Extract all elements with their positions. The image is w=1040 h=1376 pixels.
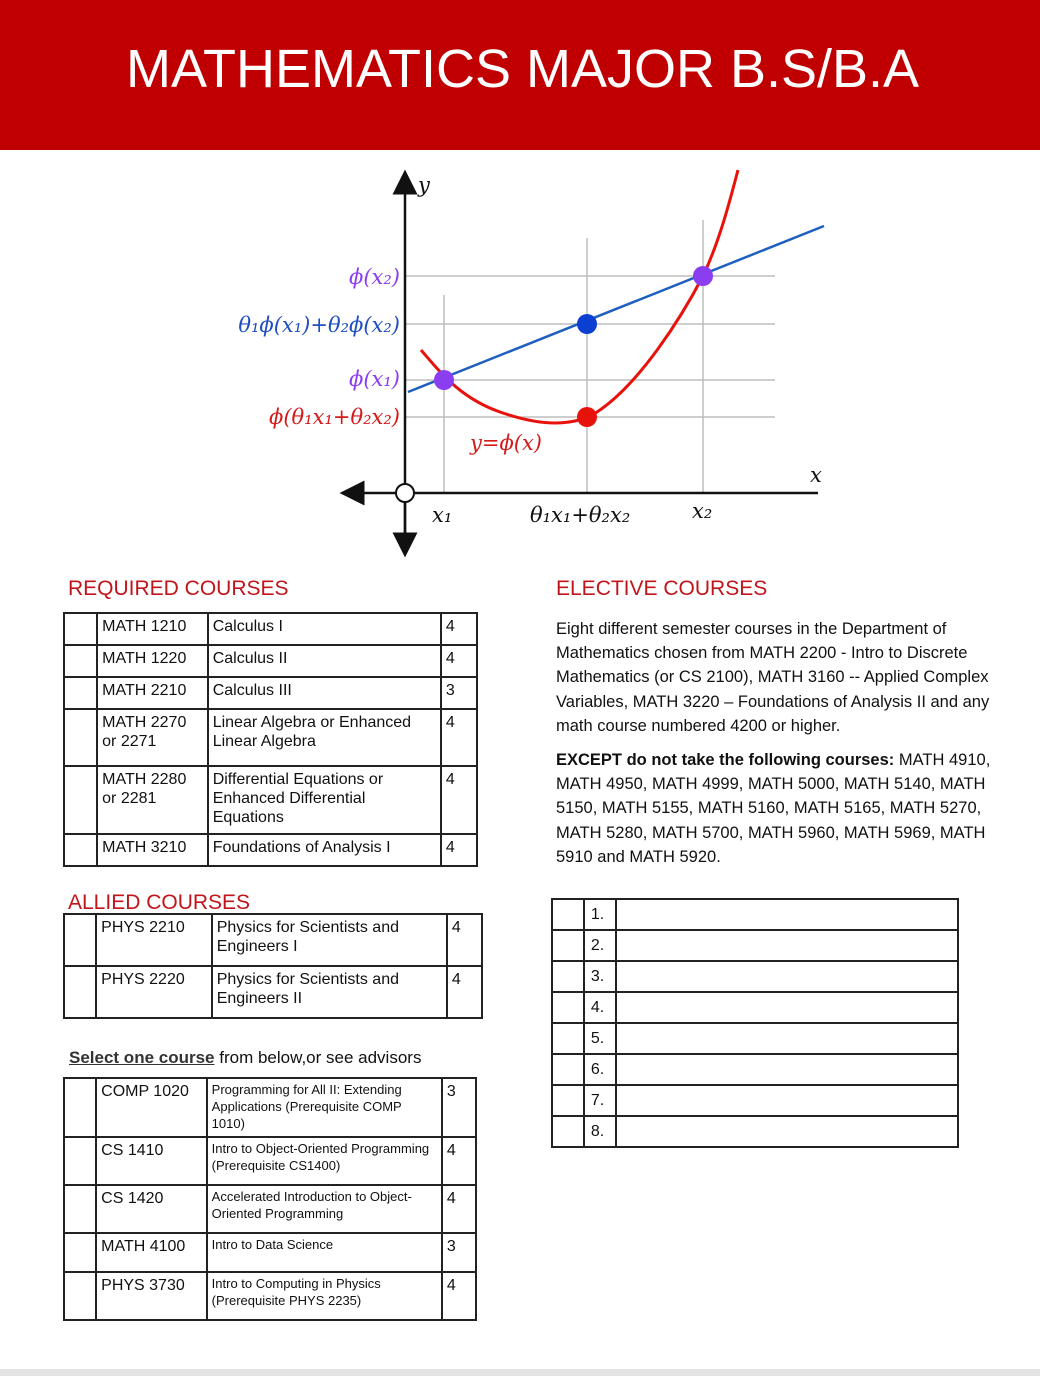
course-credits: 4 [447, 966, 482, 1018]
point-curve-mid [577, 407, 597, 427]
course-code: COMP 1020 [96, 1078, 207, 1137]
course-code: PHYS 3730 [96, 1272, 207, 1320]
course-checkbox[interactable] [64, 1137, 96, 1185]
course-credits: 3 [442, 1078, 476, 1137]
grid-lines [405, 220, 775, 493]
course-row [64, 766, 477, 834]
page-title: MATHEMATICS MAJOR B.S/B.A [126, 39, 920, 99]
origin-point [396, 484, 414, 502]
course-checkbox[interactable] [64, 834, 97, 866]
course-checkbox[interactable] [64, 766, 97, 834]
elective-slot-row [552, 1023, 958, 1054]
course-row [64, 1233, 476, 1272]
course-code: MATH 1220 [97, 645, 208, 677]
course-credits: 4 [441, 834, 477, 866]
course-code: MATH 1210 [97, 613, 208, 645]
slot-number: 2. [584, 930, 616, 961]
course-row [64, 966, 482, 1018]
slot-entry-field[interactable] [616, 930, 958, 961]
course-code: MATH 2210 [97, 677, 208, 709]
course-name: Intro to Object-Oriented Programming (Prerequisite CS1400) [207, 1137, 442, 1185]
elective-slot-row [552, 930, 958, 961]
header-banner [0, 0, 1040, 150]
slot-entry-field[interactable] [616, 1023, 958, 1054]
allied-courses-title: ALLIED COURSES [68, 891, 251, 914]
course-row [64, 709, 477, 766]
slot-checkbox[interactable] [552, 899, 584, 930]
slot-number: 1. [584, 899, 616, 930]
axis-x-label: x [810, 463, 822, 487]
course-checkbox[interactable] [64, 1185, 96, 1233]
course-code: MATH 2280 or 2281 [97, 766, 208, 834]
course-row [64, 645, 477, 677]
course-row [64, 677, 477, 709]
slot-entry-field[interactable] [616, 899, 958, 930]
course-code: PHYS 2220 [96, 966, 212, 1018]
course-credits: 3 [441, 677, 477, 709]
course-row [64, 914, 482, 966]
course-name: Accelerated Introduction to Object-Oriented Programming [207, 1185, 442, 1233]
course-code: MATH 2270 or 2271 [97, 709, 208, 766]
course-credits: 4 [441, 766, 477, 834]
course-code: CS 1420 [96, 1185, 207, 1233]
course-code: CS 1410 [96, 1137, 207, 1185]
course-row [64, 613, 477, 645]
slot-checkbox[interactable] [552, 961, 584, 992]
course-name: Physics for Scientists and Engineers II [212, 966, 447, 1018]
course-name: Calculus I [208, 613, 441, 645]
slot-entry-field[interactable] [616, 1085, 958, 1116]
convexity-graph [200, 160, 840, 560]
slot-checkbox[interactable] [552, 1085, 584, 1116]
course-name: Physics for Scientists and Engineers I [212, 914, 447, 966]
course-row [64, 1078, 476, 1137]
select-one-lead: Select one course [69, 1048, 215, 1067]
point-x2 [693, 266, 713, 286]
slot-entry-field[interactable] [616, 961, 958, 992]
elective-slot-row [552, 1085, 958, 1116]
elective-slot-row [552, 1054, 958, 1085]
slot-checkbox[interactable] [552, 930, 584, 961]
chord-line [408, 226, 824, 392]
course-name: Calculus II [208, 645, 441, 677]
course-name: Intro to Computing in Physics (Prerequisite PHYS 2235) [207, 1272, 442, 1320]
course-name: Calculus III [208, 677, 441, 709]
course-credits: 4 [441, 709, 477, 766]
elective-slot-row [552, 961, 958, 992]
course-credits: 4 [442, 1185, 476, 1233]
elective-courses-title: ELECTIVE COURSES [556, 577, 768, 600]
slot-checkbox[interactable] [552, 1023, 584, 1054]
select-one-note [69, 1048, 421, 1068]
slot-number: 5. [584, 1023, 616, 1054]
elective-description [556, 617, 1026, 879]
slot-checkbox[interactable] [552, 1054, 584, 1085]
slot-checkbox[interactable] [552, 1116, 584, 1147]
allied-courses-table [63, 913, 483, 1019]
label-phi-x1: ϕ(x₁) [349, 367, 400, 391]
course-row [64, 1137, 476, 1185]
course-name: Intro to Data Science [207, 1233, 442, 1272]
course-name: Programming for All II: Extending Applications (Prerequisite COMP 1010) [207, 1078, 442, 1137]
axis-y-label: y [418, 173, 430, 197]
course-checkbox[interactable] [64, 1272, 96, 1320]
elective-slot-row [552, 992, 958, 1023]
course-credits: 3 [442, 1233, 476, 1272]
label-phi-combination: ϕ(θ₁x₁+θ₂x₂) [269, 405, 400, 429]
course-credits: 4 [441, 613, 477, 645]
except-lead: EXCEPT do not take the following courses: [556, 751, 895, 770]
course-checkbox[interactable] [64, 613, 97, 645]
course-checkbox[interactable] [64, 645, 97, 677]
required-courses-table [63, 612, 478, 867]
point-x1 [434, 370, 454, 390]
course-checkbox[interactable] [64, 914, 96, 966]
tick-x2: x₂ [692, 499, 713, 523]
course-checkbox[interactable] [64, 677, 97, 709]
course-row [64, 1185, 476, 1233]
tick-x1: x₁ [432, 503, 453, 527]
elective-exceptions [556, 748, 1026, 869]
course-code: MATH 3210 [97, 834, 208, 866]
tick-midpoint: θ₁x₁+θ₂x₂ [530, 503, 631, 527]
course-name: Linear Algebra or Enhanced Linear Algebra [208, 709, 441, 766]
course-code: PHYS 2210 [96, 914, 212, 966]
slot-number: 6. [584, 1054, 616, 1085]
select-courses-table [63, 1077, 477, 1321]
elective-paragraph: Eight different semester courses in the Department of Mathematics chosen from MATH 2200 - Intro to Discrete Mathematics (or CS 2100), MATH 3160 -- Applied Complex Variables, MATH 3220 – Foundations of Analysis II and any math course numbered 4200 or higher. [556, 620, 990, 735]
course-name: Differential Equations or Enhanced Differential Equations [208, 766, 441, 834]
course-code: MATH 4100 [96, 1233, 207, 1272]
required-courses-title: REQUIRED COURSES [68, 577, 289, 600]
slot-entry-field[interactable] [616, 1116, 958, 1147]
course-row [64, 834, 477, 866]
point-chord-mid [577, 314, 597, 334]
slot-number: 4. [584, 992, 616, 1023]
except-list: MATH 4910, MATH 4950, MATH 4999, MATH 5000, MATH 5140, MATH 5150, MATH 5155, MATH 5160, MATH 5165, MATH 5270, MATH 5280, MATH 5700, MATH 5960, MATH 5969, MATH 5910 and MATH 5920. [556, 751, 991, 866]
course-row [64, 1272, 476, 1320]
course-credits: 4 [447, 914, 482, 966]
course-checkbox[interactable] [64, 1078, 96, 1137]
curve-label: y=ϕ(x) [470, 431, 543, 455]
slot-number: 3. [584, 961, 616, 992]
label-combination: θ₁ϕ(x₁)+θ₂ϕ(x₂) [238, 313, 400, 337]
elective-slot-row [552, 1116, 958, 1147]
slot-entry-field[interactable] [616, 992, 958, 1023]
slot-number: 7. [584, 1085, 616, 1116]
course-checkbox[interactable] [64, 966, 96, 1018]
elective-slot-row [552, 899, 958, 930]
course-name: Foundations of Analysis I [208, 834, 441, 866]
label-phi-x2: ϕ(x₂) [349, 265, 400, 289]
course-credits: 4 [442, 1272, 476, 1320]
slot-entry-field[interactable] [616, 1054, 958, 1085]
select-one-rest: from below,or see advisors [214, 1048, 422, 1067]
slot-number: 8. [584, 1116, 616, 1147]
convex-curve [421, 170, 738, 423]
slot-checkbox[interactable] [552, 992, 584, 1023]
footer-bar [0, 1369, 1040, 1376]
course-credits: 4 [441, 645, 477, 677]
course-checkbox[interactable] [64, 709, 97, 766]
elective-slots-table [551, 898, 959, 1148]
course-checkbox[interactable] [64, 1233, 96, 1272]
course-credits: 4 [442, 1137, 476, 1185]
